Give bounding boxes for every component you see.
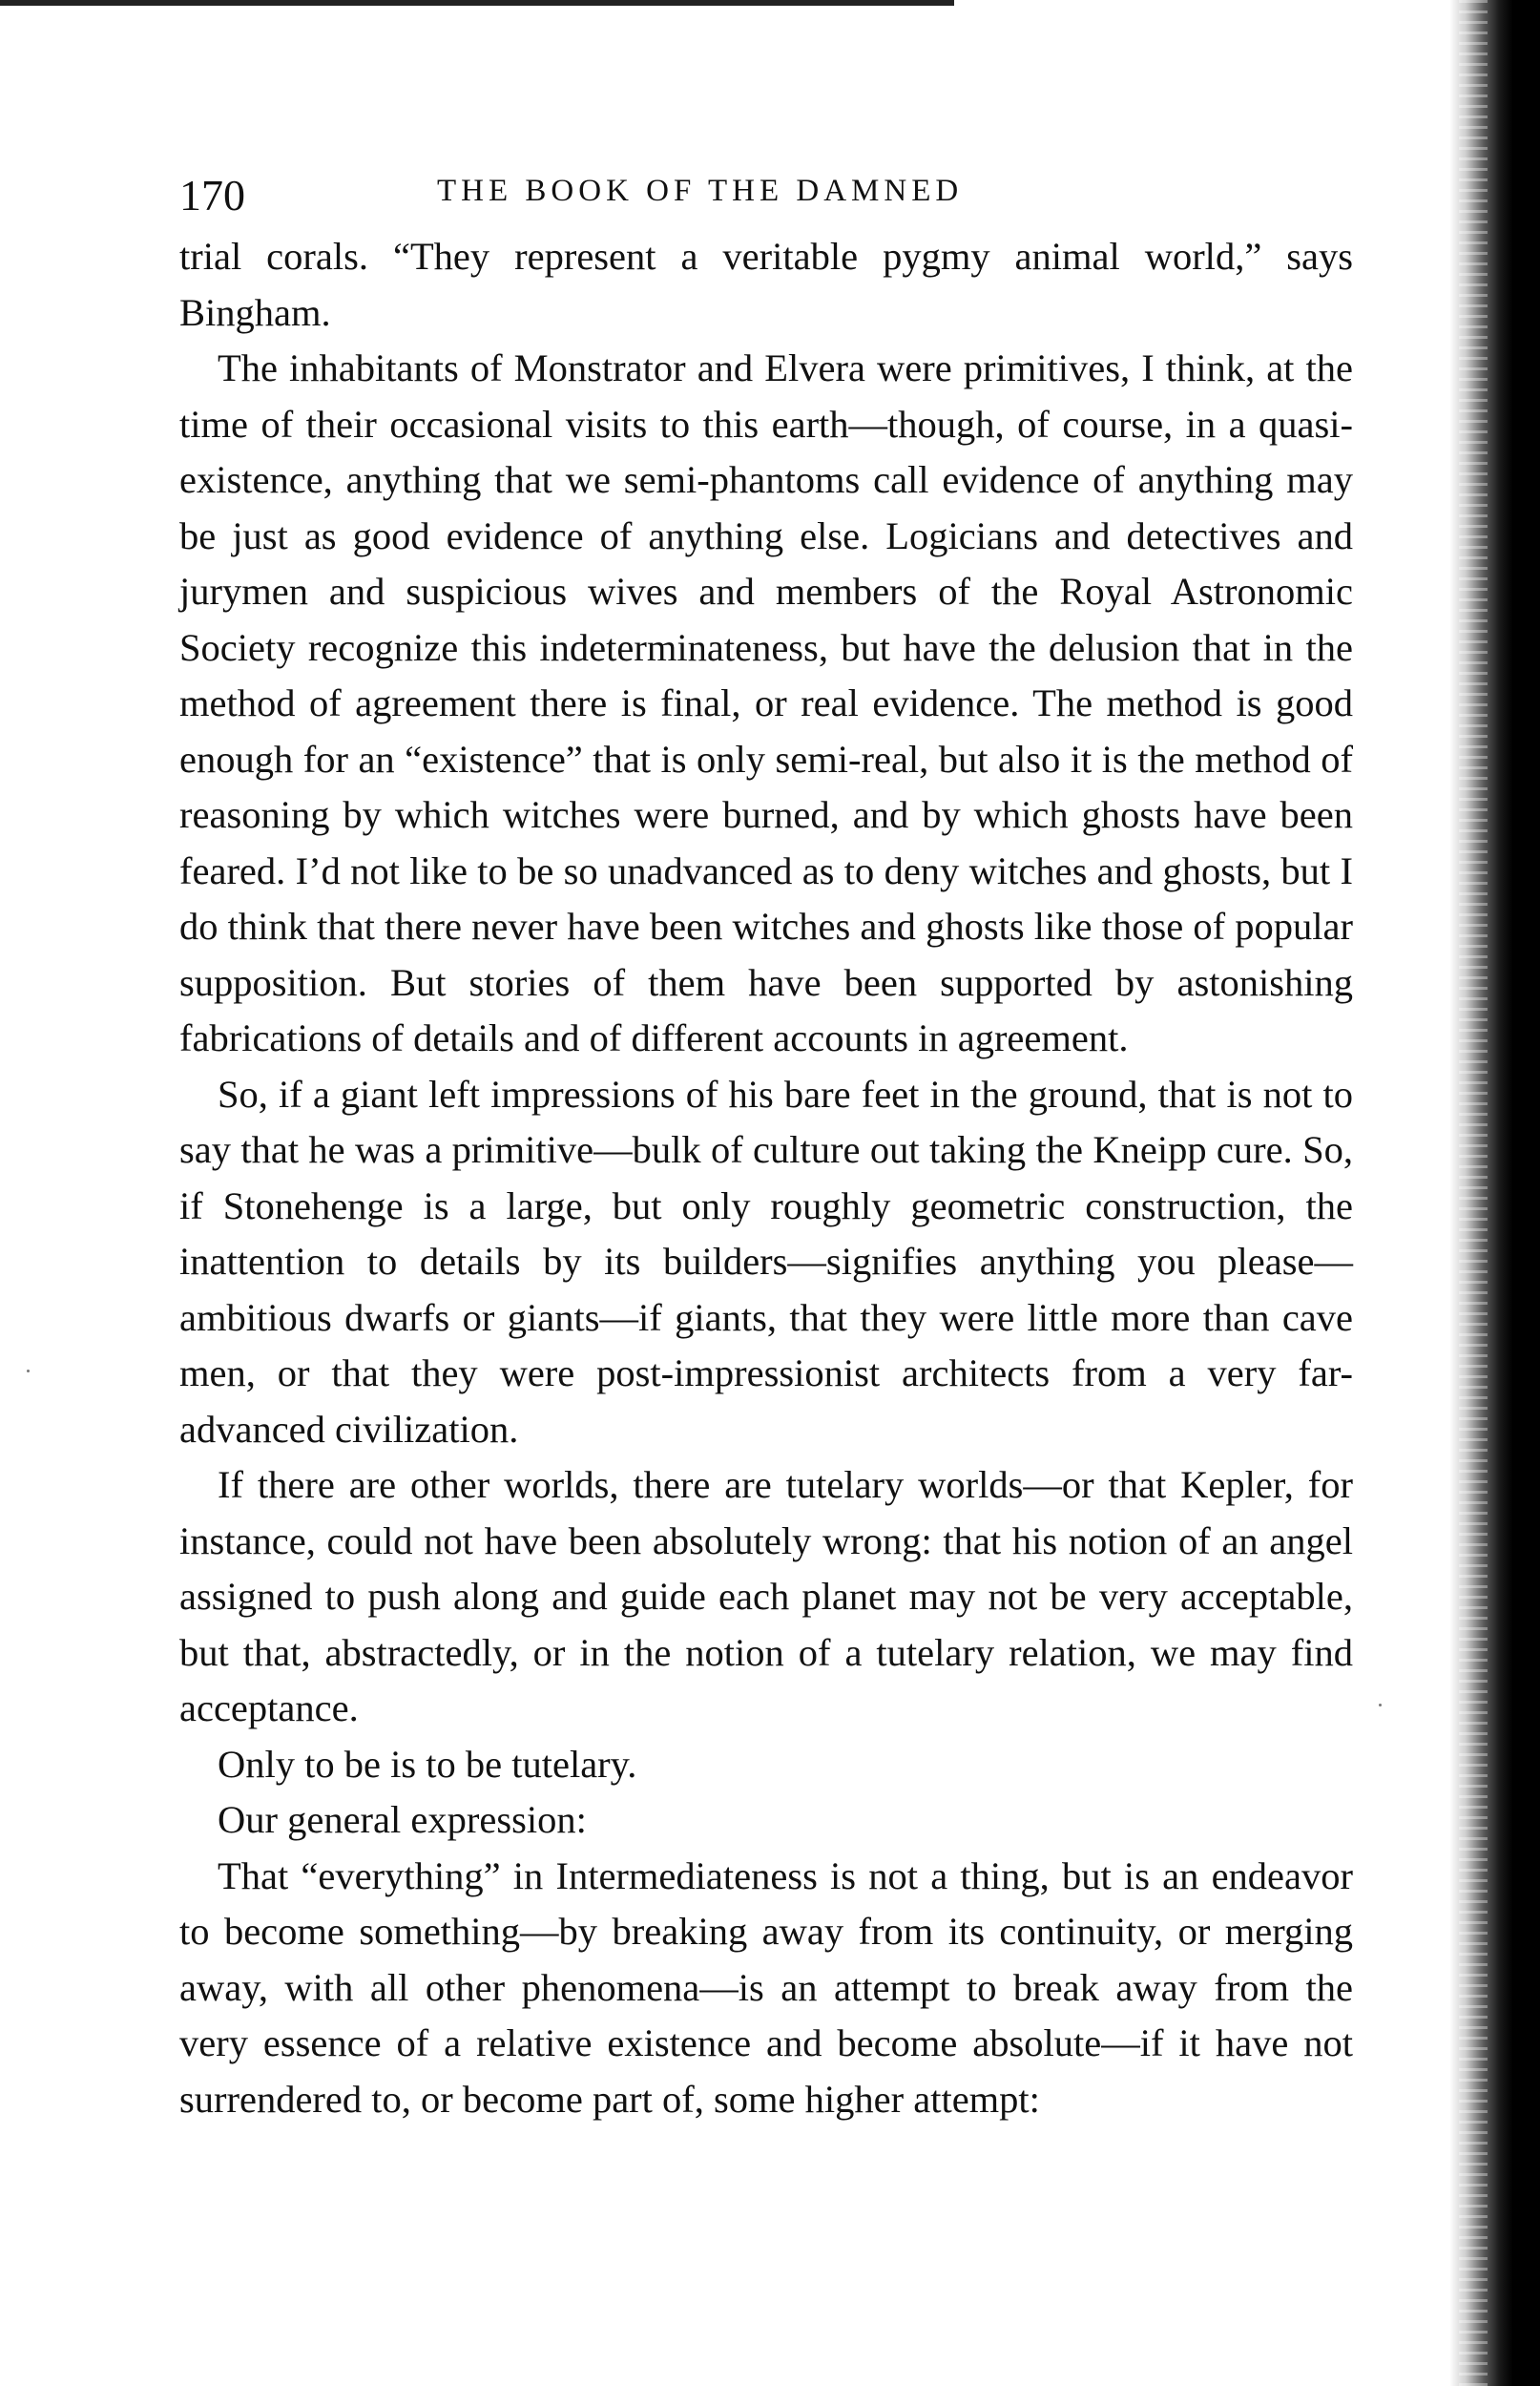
paragraph: Our general expression: [218,1798,587,1841]
paragraph: So, if a giant left impressions of his bare feet in the ground, that is not to say that he was a primitive—bulk of culture out taking the Kneipp cure. So, if Stonehenge is a large, but only roughly geometric construction, the inattention to details by its builders—signifies anything you please—ambitious dwarfs or giants—if giants, that they were little more than cave men, or that they were post-impressionist architects from a very far-advanced civilization. [179,1072,1353,1451]
running-head [179,162,1353,229]
paragraph: Only to be is to be tutelary. [218,1742,637,1786]
paragraph: The inhabitants of Monstrator and Elvera were primitives, I think, at the time of their occasional visits to this earth—though, of course, in a quasi-existence, anything that we semi-phantoms call evidence of anything may be just as good evidence of anything else. Logicians and detectives and jurymen and suspicious wives and members of the Royal Astronomic Society recognize this indeterminateness, but have the delusion that in the method of agreement there is final, or real evidence. The method is good enough for an “existence” that is only semi-real, but also it is the method of reasoning by which witches were burned, and by which ghosts have been feared. I’d not like to be so unadvanced as to deny witches and ghosts, but I do think that there never have been witches and ghosts like those of popular supposition. But stories of them have been supported by astonishing fabrications of details and of different accounts in agreement. [179,346,1353,1059]
body-text [179,229,1353,2127]
top-edge-rule [0,0,954,6]
paragraph: That “everything” in Intermediateness is not a thing, but is an endeavor to become something—by breaking away from its continuity, or merging away, with all other phenomena—is an attempt to break away from the very essence of a relative existence and become absolute—if it have not surrendered to, or become part of, some higher attempt: [179,1853,1353,2121]
paragraph: trial corals. “They represent a veritable pygmy animal world,” says Bingham. [179,235,1353,334]
scan-speck [1379,1704,1382,1706]
binding-speckle [1459,0,1488,2386]
paragraph: If there are other worlds, there are tutelary worlds—or that Kepler, for instance, could not have been absolutely wrong: that his notion of an angel assigned to push along and guide each planet may not be very acceptable, but that, abstractedly, or in the notion of a tutelary relation, we may find acceptance. [179,1463,1353,1729]
scan-speck [27,1370,30,1372]
page-number: 170 [179,171,245,220]
book-title: THE BOOK OF THE DAMNED [437,174,964,208]
book-page [179,162,1353,2127]
